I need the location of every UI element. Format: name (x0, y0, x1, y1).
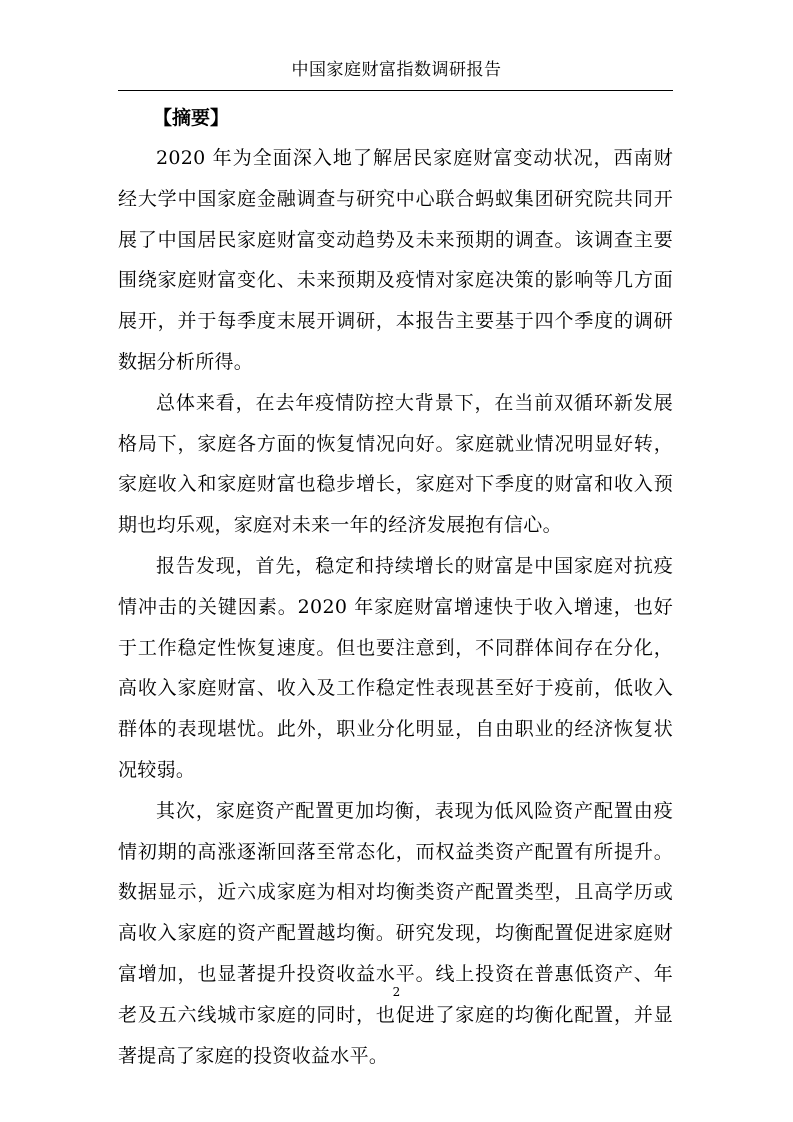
page-header-title: 中国家庭财富指数调研报告 (291, 60, 502, 80)
page-number: 2 (392, 985, 401, 999)
header-divider (118, 90, 673, 91)
abstract-paragraph-3: 报告发现，首先，稳定和持续增长的财富是中国家庭对抗疫情冲击的关键因素。2020 年家庭财富增速快于收入增速，也好于工作稳定性恢复速度。但也要注意到，不同群体间存在分化，高收入家庭财富、收入及工作稳定性表现甚至好于疫前，低收入群体的表现堪忧。此外，职业分化明显，自由职业的经济恢复状况较弱。 (118, 554, 673, 781)
abstract-paragraph-2: 总体来看，在去年疫情防控大背景下，在当前双循环新发展格局下，家庭各方面的恢复情况向好。家庭就业情况明显好转，家庭收入和家庭财富也稳步增长，家庭对下季度的财富和收入预期也均乐观，家庭对未来一年的经济发展抱有信心。 (118, 391, 673, 537)
abstract-heading: 【摘要】 (153, 107, 230, 129)
abstract-paragraph-4: 其次，家庭资产配置更加均衡，表现为低风险资产配置由疫情初期的高涨逐渐回落至常态化，而权益类资产配置有所提升。数据显示，近六成家庭为相对均衡类资产配置类型，且高学历或高收入家庭的资产配置越均衡。研究发现，均衡配置促进家庭财富增加，也显著提升投资收益水平。线上投资在普惠低资产、年老及五六线城市家庭的同时，也促进了家庭的均衡化配置，并显著提高了家庭的投资收益水平。 (118, 799, 673, 1067)
abstract-section (118, 98, 673, 1076)
abstract-paragraph-1: 2020 年为全面深入地了解居民家庭财富变动状况，西南财经大学中国家庭金融调查与研究中心联合蚂蚁集团研究院共同开展了中国居民家庭财富变动趋势及未来预期的调查。该调查主要围绕家庭财富变化、未来预期及疫情对家庭决策的影响等几方面展开，并于每季度末展开调研，本报告主要基于四个季度的调研数据分析所得。 (118, 147, 673, 373)
